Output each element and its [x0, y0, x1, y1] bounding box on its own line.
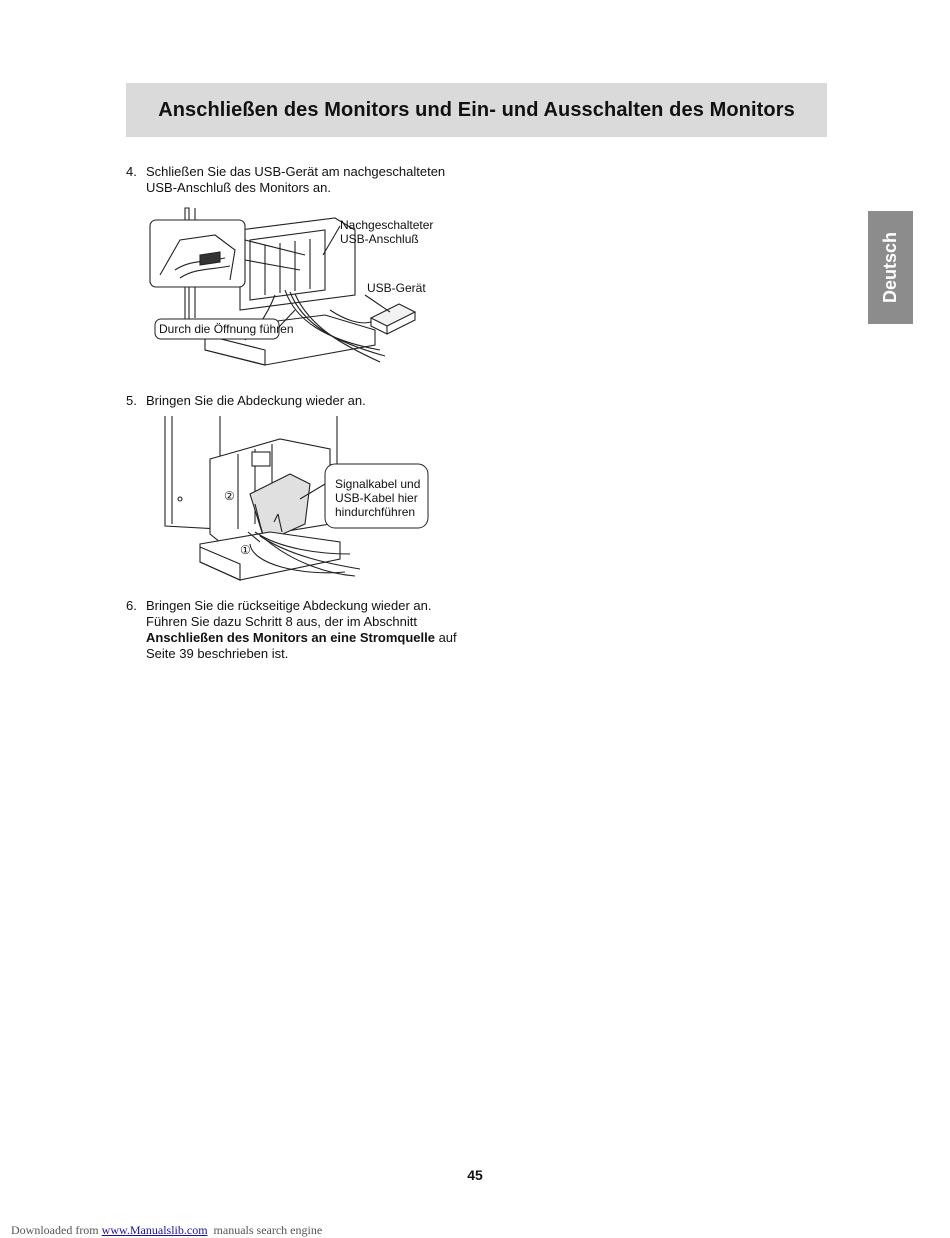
step-line: Schließen Sie das USB-Gerät am nachgeschalteten	[146, 164, 446, 179]
label-downstream-port-2: USB-Anschluß	[340, 232, 419, 246]
footer-prefix: Downloaded from	[11, 1223, 102, 1237]
step-line: Führen Sie dazu Schritt 8 aus, der im Abschnitt	[146, 614, 417, 629]
step-number: 6.	[126, 598, 137, 613]
step-line	[146, 630, 457, 646]
callout-line-1: Signalkabel und	[335, 477, 421, 491]
figure-usb-connection	[145, 200, 445, 380]
language-tab	[868, 211, 913, 324]
label-opening: Durch die Öffnung führen	[159, 322, 294, 336]
page-number: 45	[467, 1167, 483, 1183]
callout-line-3: hindurchführen	[335, 505, 416, 519]
section-reference: Anschließen des Monitors an eine Stromquelle	[146, 630, 435, 645]
step-line-suffix: auf	[434, 630, 457, 645]
figure-cover-reattach	[160, 414, 435, 586]
step-line: USB-Anschluß des Monitors an.	[146, 180, 331, 195]
language-tab-label: Deutsch	[880, 231, 901, 304]
label-usb-device: USB-Gerät	[367, 281, 426, 295]
usb-connection-illustration	[145, 200, 445, 380]
label-downstream-port-1: Nachgeschalteter	[340, 218, 434, 232]
step-line: Bringen Sie die Abdeckung wieder an.	[146, 393, 366, 408]
cover-reattach-illustration	[160, 414, 435, 586]
footer	[5, 1208, 322, 1238]
page-title: Anschließen des Monitors und Ein- und Ausschalten des Monitors	[158, 98, 795, 121]
footer-suffix: manuals search engine	[207, 1223, 323, 1237]
callout-line-2: USB-Kabel hier	[335, 491, 418, 505]
step-line: Seite 39 beschrieben ist.	[146, 646, 289, 661]
marker-step-2: ②	[224, 489, 235, 503]
step-text	[146, 598, 457, 662]
marker-step-1: ①	[240, 543, 251, 557]
step-text	[146, 393, 366, 409]
step-text	[146, 164, 445, 196]
step-number: 4.	[126, 164, 137, 179]
section-header	[126, 83, 827, 137]
step-line: Bringen Sie die rückseitige Abdeckung wieder an.	[146, 598, 432, 613]
step-number: 5.	[126, 393, 137, 408]
footer-link[interactable]: www.Manualslib.com	[101, 1223, 208, 1237]
